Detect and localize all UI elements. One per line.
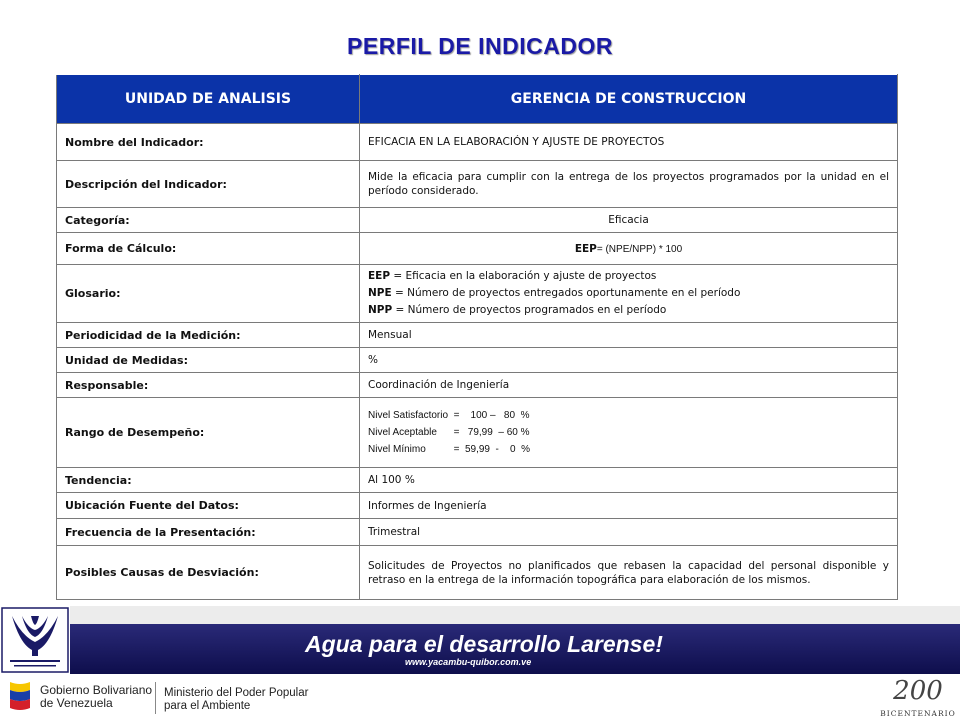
footer-divider	[155, 682, 156, 714]
row-value: Coordinación de Ingeniería	[360, 373, 898, 398]
row-value: Informes de Ingeniería	[360, 493, 898, 519]
row-label: Rango de Desempeño:	[57, 398, 360, 468]
yacambu-logo-icon	[0, 606, 70, 674]
yacambu-quibor-logo	[0, 606, 70, 674]
header-unidad-analisis: UNIDAD DE ANALISIS	[57, 75, 360, 124]
glosario-item: NPP = Número de proyectos programados en el período	[368, 304, 667, 316]
row-label: Categoría:	[57, 208, 360, 233]
rango-line: Nivel Satisfactorio = 100 – 80 %	[368, 410, 530, 421]
row-value-rango	[360, 398, 898, 468]
glosario-item: EEP = Eficacia en la elaboración y ajuste de proyectos	[368, 270, 657, 282]
bicentenario-logo	[880, 676, 956, 720]
table-row	[57, 373, 898, 398]
gobierno-line2: de Venezuela	[40, 696, 113, 710]
indicator-table	[56, 74, 898, 600]
row-label: Responsable:	[57, 373, 360, 398]
page-title: PERFIL DE INDICADOR	[347, 33, 613, 59]
row-value-glosario	[360, 265, 898, 323]
row-label: Nombre del Indicador:	[57, 124, 360, 161]
gobierno-line1: Gobierno Bolivariano	[40, 683, 153, 697]
table-row	[57, 519, 898, 546]
bicentenario-label: BICENTENARIO	[880, 709, 956, 718]
table-row	[57, 546, 898, 600]
row-value: Trimestral	[360, 519, 898, 546]
row-value: Mensual	[360, 323, 898, 348]
formula-expression: = (NPE/NPP) * 100	[596, 243, 683, 255]
table-row	[57, 208, 898, 233]
row-value: Solicitudes de Proyectos no planificados que rebasen la capacidad del personal disponible y retraso en la entrega de la información topográfica para elaboración de los mismos.	[360, 546, 898, 600]
row-label: Posibles Causas de Desviación:	[57, 546, 360, 600]
footer	[0, 674, 960, 720]
table-row	[57, 233, 898, 265]
bicentenario-number: 200	[893, 676, 943, 706]
table-row	[57, 265, 898, 323]
table-row	[57, 398, 898, 468]
rango-line: Nivel Mínimo = 59,99 - 0 %	[368, 444, 531, 455]
glosario-item: NPE = Número de proyectos entregados oportunamente en el período	[368, 287, 741, 299]
header-gerencia: GERENCIA DE CONSTRUCCION	[360, 75, 898, 124]
table-row	[57, 468, 898, 493]
table-row	[57, 161, 898, 208]
rango-line: Nivel Aceptable = 79,99 – 60 %	[368, 427, 530, 438]
slogan-banner	[0, 606, 960, 674]
row-value: Mide la eficacia para cumplir con la entrega de los proyectos programados por la unidad en el período considerado.	[360, 161, 898, 208]
row-value: %	[360, 348, 898, 373]
row-label: Ubicación Fuente del Datos:	[57, 493, 360, 519]
venezuela-flag-icon	[8, 680, 32, 710]
formula-term: EEP	[574, 242, 597, 255]
slogan-text: Agua para el desarrollo Larense!	[305, 631, 663, 657]
website-url: www.yacambu-quibor.com.ve	[405, 657, 532, 667]
ministerio-line1: Ministerio del Poder Popular	[164, 687, 309, 699]
row-value: EFICACIA EN LA ELABORACIÓN Y AJUSTE DE PROYECTOS	[360, 124, 898, 161]
table-row	[57, 493, 898, 519]
row-value	[360, 233, 898, 265]
row-label: Tendencia:	[57, 468, 360, 493]
row-value: Al 100 %	[360, 468, 898, 493]
table-row	[57, 323, 898, 348]
row-label: Descripción del Indicador:	[57, 161, 360, 208]
row-label: Forma de Cálculo:	[57, 233, 360, 265]
row-label: Periodicidad de la Medición:	[57, 323, 360, 348]
row-label: Glosario:	[57, 265, 360, 323]
table-row	[57, 124, 898, 161]
row-value: Eficacia	[360, 208, 898, 233]
table-header-row	[57, 75, 898, 124]
ministerio-line2: para el Ambiente	[164, 700, 251, 712]
row-label: Frecuencia de la Presentación:	[57, 519, 360, 546]
row-label: Unidad de Medidas:	[57, 348, 360, 373]
table-row	[57, 348, 898, 373]
